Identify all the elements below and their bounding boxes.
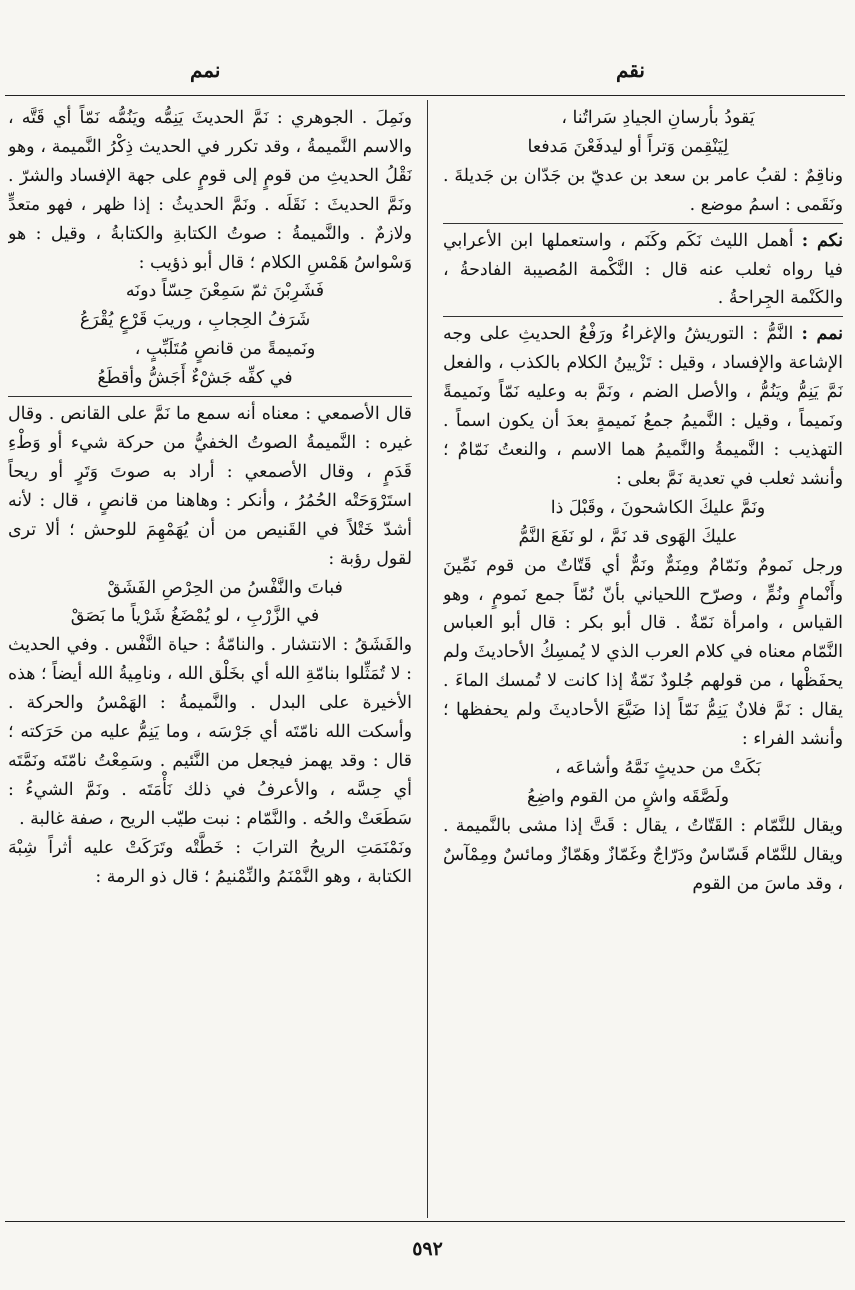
entry-text: أهمل الليث نَكَم وكَنَم ، واستعملها ابن الأعرابي فيا رواه ثعلب عنه قال : النَّكْمة المُصيبة الفادحةُ ، والكَنْمة الجِراحةُ . bbox=[443, 230, 843, 309]
header-word-left: نمم bbox=[190, 58, 221, 82]
headword: نمم : bbox=[801, 324, 843, 345]
entry-text: النَّمُّ : التوريشُ والإغراءُ ورَفْعُ الحديثِ على وجه الإشاعة والإفساد ، وقيل : تَزْيينُ الكلام بالكذب ، والفعل نَمَّ يَنِمُّ ويَنُمُّ ، والأصل الضم ، ونَمَّ به وعليه نَمّاً ونَميمةً ونَميماً ، وقيل : النَّميمُ جمعُ نَميمةٍ بعدَ أن يكون اسماً . التهذيب : النَّميمةُ والنَّميمُ هما الاسم ، والنعتُ نَمّامٌ ؛ وأنشد ثعلب في تعدية نَمَّ بعلى : bbox=[443, 324, 843, 489]
paragraph: ونَمْنَمَتِ الريحُ الترابَ : خَطَّتْه وتَرَكَتْ عليه أثراً شِبْهَ الكتابة ، وهو النَّمْنَمُ والنِّمْنيمُ ؛ قال ذو الرمة : bbox=[8, 837, 412, 887]
verse-line: عليكَ الهَوى قد نَمَّ ، لو نَفَعَ النَّمُّ bbox=[518, 526, 738, 547]
paragraph: وناقِمٌ : لقبُ عامر بن سعد بن عديّ بن جَدّان بن جَديلةَ . ونَقَمى : اسمُ موضع . bbox=[443, 165, 843, 215]
entry-separator bbox=[443, 223, 843, 224]
verse-line: شَرَفُ الحِجابِ ، وريبَ قَرْعٍ يُقْرَعُ bbox=[79, 310, 311, 331]
verse-line: ولَصَّقَه واشٍ من القوم واضِعُ bbox=[527, 786, 729, 807]
headword: نكم : bbox=[801, 230, 843, 251]
right-column bbox=[443, 104, 843, 1214]
paragraph: قال الأصمعي : معناه أنه سمع ما نَمَّ على القانص . وقال غيره : النَّميمةُ الصوتُ الخفيُّ من حركة شيء أو وَطْءِ قَدَمٍ ، وقال الأصمعي : أراد به صوتَ وَتَرٍ أو ريحاً استَرْوَحَتْه الحُمُرُ ، وأنكر : وهاهنا من قانصٍ ، قال : لأنه أشدّ خَتْلاً في القَنيص من أن يُهَمْهِمَ للوحش ؛ ألا ترى لقول رؤبة : bbox=[8, 404, 412, 569]
entry-separator bbox=[443, 316, 843, 317]
verse-line: بَكَتْ من حديثٍ نَمَّهُ وأشاعَه ، bbox=[554, 757, 762, 778]
entry-nkm bbox=[443, 227, 843, 314]
bottom-rule bbox=[5, 1221, 845, 1222]
column-divider bbox=[427, 100, 428, 1218]
paragraph: ويقال للنَّمّام : القَتّاتُ ، يقال : قَتَّ إذا مشى بالنَّميمة . ويقال للنَّمّام قَسّاسٌ ودَرّاجٌ وغَمّازٌ وهَمّازٌ ومائسٌ ومِمْآسٌ ، وقد ماسَ من القوم bbox=[443, 815, 843, 894]
verse-line: ونَميمةً من قانصٍ مُتَلَبِّبٍ ، bbox=[134, 339, 316, 360]
paragraph: ورجل نَمومٌ ونَمّامٌ ومِنَمٌّ ونَمٌّ أي قَتّاتٌ من قوم نَمِّينَ وأَنْمامٍ ونُمٍّ ، وصرّح اللحياني بأنّ نُمّاً جمع نَمومٍ ، وهو القياس ، وامرأة نَمّةٌ . قال أبو بكر : قال أبو العباس النَّمّام معناه في كلام العرب الذي لا يُمسِكُ الأحاديثَ ولم يحفَظْها ، من قولهم جُلودٌ نَمّةٌ إذا كانت لا تُمسك الماءَ . يقال : نَمَّ فلانٌ يَنِمُّ نَمّاً إذا ضَيَّعَ الأحاديثَ ولم يحفظها ؛ وأنشد الفراء : bbox=[443, 555, 843, 750]
verse-line: ونَمَّ عليكَ الكاشحونَ ، وقَبْلَ ذا bbox=[550, 497, 766, 518]
page-number: ٥٩٢ bbox=[412, 1238, 443, 1260]
verse-line: فَشَرِبْنَ ثمّ سَمِعْنَ حِسّاً دونَه bbox=[125, 281, 325, 302]
left-column bbox=[8, 104, 412, 1214]
paragraph: ونَمِلَ . الجوهري : نَمَّ الحديثَ يَنِمُّه ويَنُمُّه نَمّاً أي قَتَّه ، والاسم النَّميمةُ ، وقد تكرر في الحديث ذِكْرُ النَّميمة ، وهو نَقْلُ الحديثِ من قومٍ إلى قومٍ على جهة الإفساد والشرّ . ونَمَّ الحديثَ : نَقَلَه . ونَمَّ الحديثُ : إذا ظهر ، فهو متعدٍّ ولازمٌ . والنَّميمةُ : صوتُ الكتابةِ والكتابةُ ، وقيل : هو وَسْواسُ هَمْسِ الكلام ؛ قال أبو ذؤيب : bbox=[8, 108, 412, 273]
verse-line: لِيَنْقِمن وَتراً أو ليدفَعْنَ مَدفعا bbox=[527, 136, 729, 157]
verse-line: في كفِّه جَشْءٌ أَجَشُّ وأقطَعُ bbox=[97, 368, 293, 389]
verse-line: في الزَّرْبِ ، لو يُمْضَغُ شَرْياً ما بَصَقْ bbox=[70, 606, 320, 627]
header-word-right: نقم bbox=[616, 58, 645, 82]
verse-line: فباتَ والنَّفْسُ من الحِرْصِ الفَشَقْ bbox=[107, 577, 343, 598]
entry-separator bbox=[8, 396, 412, 397]
top-rule bbox=[5, 95, 845, 96]
verse-line: يَقودُ بأرسانِ الجيادِ سَراتُنا ، bbox=[561, 108, 755, 128]
paragraph: والفَشَقُ : الانتشار . والنامّةُ : حياة النَّفْس . وفي الحديث : لا تُمَثِّلوا بنامّةِ الله أي بخَلْق الله ، ونامِيةُ الله أيضاً ؛ هذه الأخيرة على البدل . والنَّميمةُ : الهَمْسُ والحركة . وأسكت الله نامّتَه أي جَرْسَه ، وما يَنِمُّ عليه من حَرَكته ؛ قال : وقد يهمز فيجعل من النَّئيم . وسَمِعْتُ نامّتَه ونَمَّتَه أي حِسَّه ، والأعرفُ في ذلك نَأْمَتَه . ونَمَّ الشيءُ : سَطَعَتْ والحُه . والنَّمّام : نبت طيّب الريح ، صفة غالبة . bbox=[8, 635, 412, 829]
entry-nmm bbox=[443, 320, 843, 493]
